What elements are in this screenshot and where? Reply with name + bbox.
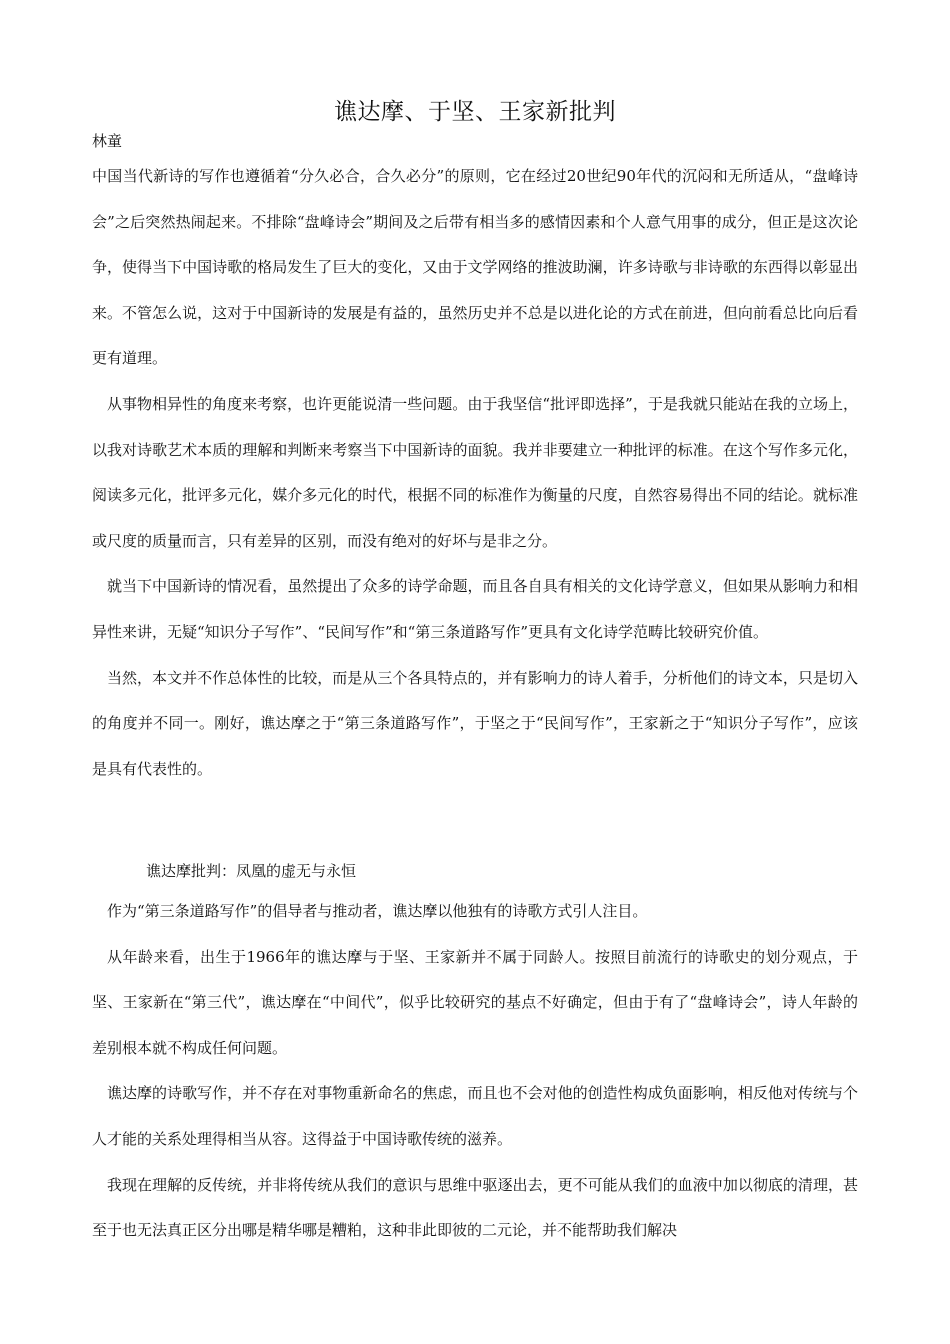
section-paragraph-4: 我现在理解的反传统，并非将传统从我们的意识与思维中驱逐出去，更不可能从我们的血液中加以彻底的清理，甚至于也无法真正区分出哪是精华哪是糟粕，这种非此即彼的二元论，并不能帮助我们解决 (92, 1175, 858, 1240)
author-name: 林童 (92, 132, 123, 150)
section-heading: 谯达摩批判：凤凰的虚无与永恒 (146, 862, 357, 880)
document-title: 谯达摩、于坚、王家新批判 (334, 99, 616, 125)
section-paragraph-1: 作为“第三条道路写作”的倡导者与推动者，谯达摩以他独有的诗歌方式引人注目。 (107, 902, 648, 920)
intro-paragraph-1: 中国当代新诗的写作也遵循着“分久必合，合久必分”的原则，它在经过20世纪90年代的沉闷和无所适从，“盘峰诗会”之后突然热闹起来。不排除“盘峰诗会”期间及之后带有相当多的感情因素和个人意气用事的成分，但正是这次论争，使得当下中国诗歌的格局发生了巨大的变化，又由于文学网络的推波助澜，许多诗歌与非诗歌的东西得以彰显出来。不管怎么说，这对于中国新诗的发展是有益的，虽然历史并不总是以进化论的方式在前进，但向前看总比向后看更有道理。 (92, 167, 858, 368)
intro-paragraph-2: 从事物相异性的角度来考察，也许更能说清一些问题。由于我坚信“批评即选择”，于是我就只能站在我的立场上，以我对诗歌艺术本质的理解和判断来考察当下中国新诗的面貌。我并非要建立一种批评的标准。在这个写作多元化，阅读多元化，批评多元化，媒介多元化的时代，根据不同的标准作为衡量的尺度，自然容易得出不同的结论。就标准或尺度的质量而言，只有差异的区别，而没有绝对的好坏与是非之分。 (92, 394, 858, 550)
intro-paragraph-4: 当然，本文并不作总体性的比较，而是从三个各具特点的，并有影响力的诗人着手，分析他们的诗文本，只是切入的角度并不同一。刚好，谯达摩之于“第三条道路写作”，于坚之于“民间写作”，王家新之于“知识分子写作”，应该是具有代表性的。 (92, 668, 858, 778)
section-body (92, 889, 858, 1254)
section-paragraph-2: 从年龄来看，出生于1966年的谯达摩与于坚、王家新并不属于同龄人。按照目前流行的诗歌史的划分观点，于坚、王家新在“第三代”，谯达摩在“中间代”，似乎比较研究的基点不好确定，但由于有了“盘峰诗会”，诗人年龄的差别根本就不构成任何问题。 (92, 947, 858, 1057)
intro-section (92, 154, 858, 792)
section-paragraph-3: 谯达摩的诗歌写作，并不存在对事物重新命名的焦虑，而且也不会对他的创造性构成负面影响，相反他对传统与个人才能的关系处理得相当从容。这得益于中国诗歌传统的滋养。 (92, 1084, 858, 1148)
intro-paragraph-3: 就当下中国新诗的情况看，虽然提出了众多的诗学命题，而且各自具有相关的文化诗学意义，但如果从影响力和相异性来讲，无疑“知识分子写作”、“民间写作”和“第三条道路写作”更具有文化诗学范畴比较研究价值。 (92, 577, 858, 641)
